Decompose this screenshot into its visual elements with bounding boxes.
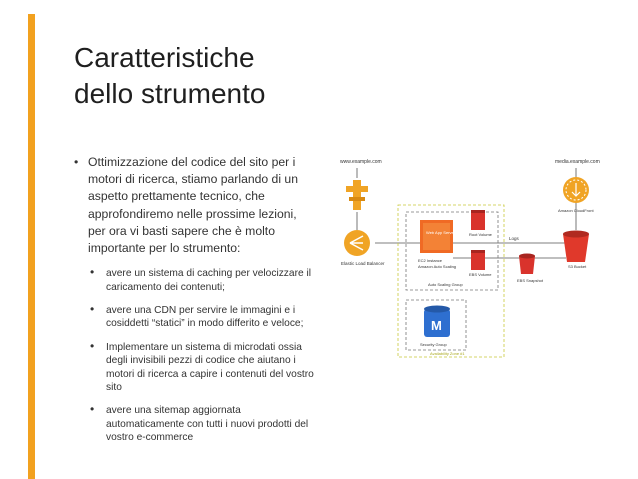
web-server-icon [420,220,453,253]
connector-lines [357,168,576,258]
ebs-snapshot-label: EBS Snapshot [517,278,544,283]
root-volume-icon [471,210,485,230]
cloudfront-label: Amazon CloudFront [558,208,594,213]
bullet-marker: • [90,338,95,353]
ec2-instance-label: EC2 Instance [418,258,443,263]
sub-bullet-text: Implementare un sistema di microdati ossia degli invisibili pezzi di codice che aiutano i motori di ricerca a capire i contenuti del vostro sito [106,341,314,394]
bullet-marker: • [74,155,79,169]
s3-bucket-icon [563,231,589,263]
database-letter: M [431,318,442,333]
sub-bullet-text: avere una sitemap aggiornata automaticamente con tutti i nuovi prodotti del vostro e-commerce [106,405,309,444]
root-volume-label: Root Volume [469,232,492,237]
bullet-marker: • [90,402,95,417]
title-line-2: dello strumento [74,78,266,109]
web-server-label: Web App Server [426,230,456,235]
cloudfront-icon [563,177,589,203]
www-label: www.example.com [340,159,382,165]
s3-bucket-label: S3 Bucket [568,264,587,269]
load-balancer-icon [344,230,370,256]
availability-zone-label: Availability Zone #1 [430,351,465,356]
load-balancer-label: Elastic Load Balancer [341,261,385,266]
title-line-1: Caratteristiche [74,42,255,73]
sub-bullet-text: avere una CDN per servire le immagini e i cosiddetti “statici” in modo differito e veloce; [106,305,304,330]
logs-label: Logs [509,236,519,241]
ebs-volume-label: EBS Volume [469,272,492,277]
sub-bullet-text: avere un sistema di caching per velocizzare il caricamento dei contenuti; [106,268,311,293]
dns-icon [346,180,368,210]
ebs-snapshot-icon [519,254,535,275]
ec2-asg-small-label: Amazon Auto Scaling [418,264,457,269]
intro-text: Ottimizzazione del codice del sito per i motori di ricerca, stiamo parlando di un aspetto prettamente tecnico, che approfondiremo nelle prossime lezioni, per ora vi basti sapere che è molto importante per lo strumento: [88,155,298,256]
security-group-label: Security Group [420,342,447,347]
ebs-volume-icon [471,250,485,270]
bullet-marker: • [90,265,95,280]
asg-label: Auto Scaling Group [428,282,463,287]
media-label: media.example.com [555,159,600,165]
bullet-marker: • [90,302,95,317]
